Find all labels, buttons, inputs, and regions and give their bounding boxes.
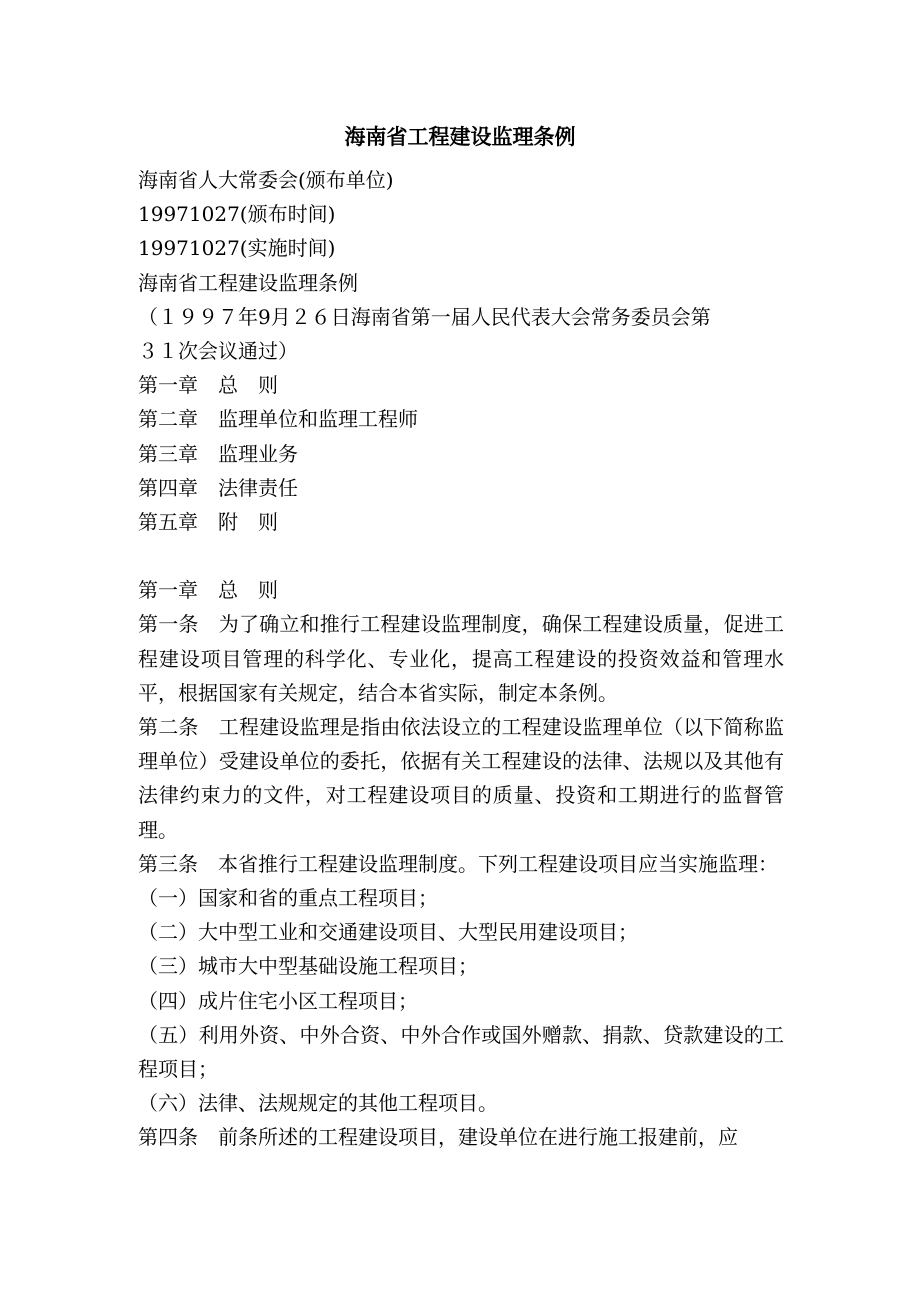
list-item: （五）利用外资、中外合资、中外合作或国外赠款、捐款、贷款建设的工程项目；: [138, 1022, 784, 1082]
toc-item: 第二章 监理单位和监理工程师: [138, 407, 418, 432]
issuer-line: 海南省人大常委会(颁布单位): [138, 168, 394, 192]
list-item: （三）城市大中型基础设施工程项目；: [138, 954, 478, 979]
article-3: 第三条 本省推行工程建设监理制度。下列工程建设项目应当实施监理：: [138, 851, 778, 876]
article-4: 第四条 前条所述的工程建设项目，建设单位在进行施工报建前，应: [138, 1125, 738, 1150]
article-1: 第一条 为了确立和推行工程建设监理制度，确保工程建设质量，促进工程建设项目管理的科学化、专业化，提高工程建设的投资效益和管理水平，根据国家有关规定，结合本省实际，制定本条例。: [138, 612, 784, 705]
list-item: （二）大中型工业和交通建设项目、大型民用建设项目；: [138, 920, 638, 945]
law-subtitle: 海南省工程建设监理条例: [138, 270, 358, 295]
adoption-note-line-1: （１９９７年9月２６日海南省第一届人民代表大会常务委员会第: [138, 304, 711, 329]
list-item: （四）成片住宅小区工程项目；: [138, 988, 418, 1013]
effective-date-line: 19971027(实施时间): [138, 236, 336, 261]
issue-date-line: 19971027(颁布时间): [138, 202, 336, 227]
toc-item: 第一章 总 则: [138, 373, 278, 398]
adoption-note-line-2: ３１次会议通过）: [138, 338, 298, 363]
document-body: [138, 163, 784, 1155]
toc-item: 第五章 附 则: [138, 509, 278, 534]
document-title: 海南省工程建设监理条例: [344, 124, 576, 149]
list-item: （一）国家和省的重点工程项目；: [138, 886, 438, 911]
toc-item: 第三章 监理业务: [138, 441, 298, 466]
list-item: （六）法律、法规规定的其他工程项目。: [138, 1091, 498, 1116]
blank-line: [138, 539, 784, 573]
chapter-heading: 第一章 总 则: [138, 578, 278, 603]
toc-item: 第四章 法律责任: [138, 475, 298, 500]
article-2: 第二条 工程建设监理是指由依法设立的工程建设监理单位（以下简称监理单位）受建设单位的委托，依据有关工程建设的法律、法规以及其他有法律约束力的文件，对工程建设项目的质量、投资和工期进行的监督管理。: [138, 715, 784, 842]
